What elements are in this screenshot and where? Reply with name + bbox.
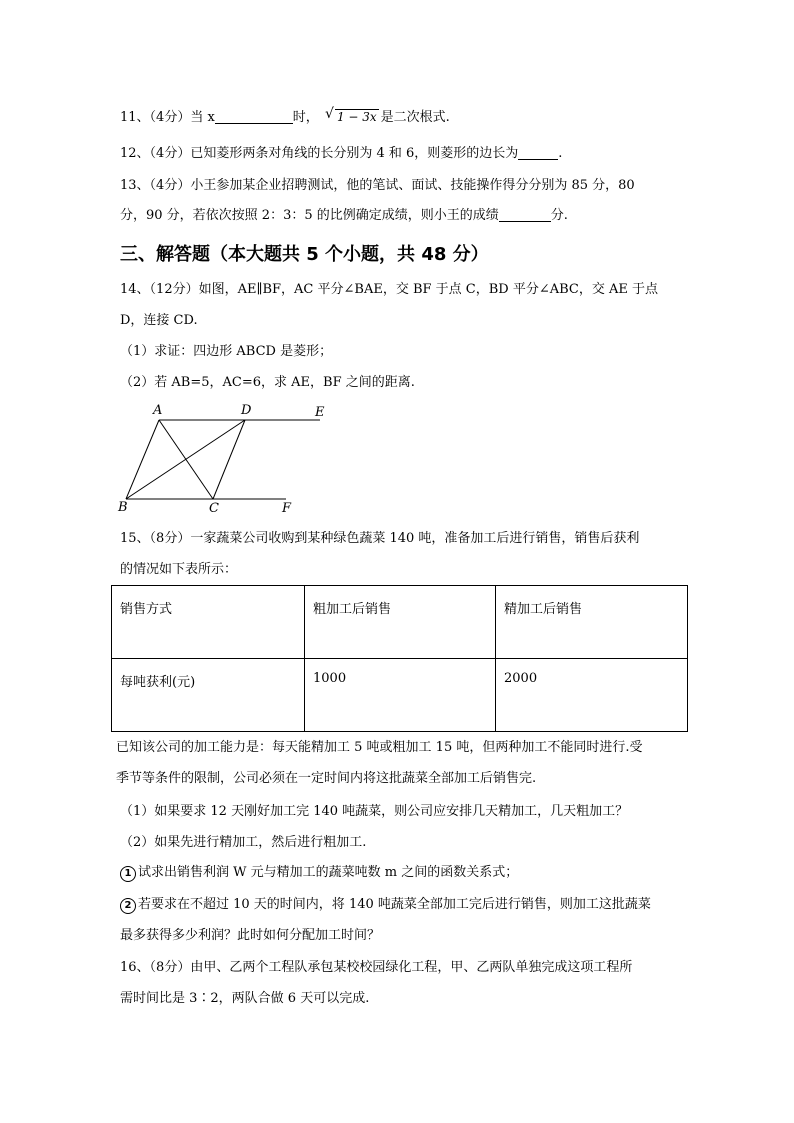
table-cell: 1000 [305,659,496,732]
table-header-cell: 精加工后销售 [496,586,688,659]
label-D: D [241,403,252,418]
question-15-sub-2-line-2: 最多获得多少利润？此时如何分配加工时间？ [120,928,381,943]
question-15-after-1: 已知该公司的加工能力是：每天能精加工 5 吨或粗加工 15 吨，但两种加工不能同时进行.受 [116,740,643,755]
segment-CD [213,420,245,499]
question-15-line-2: 的情况如下表所示： [120,562,238,577]
question-15-after-2: 季节等条件的限制，公司必须在一定时间内将这批蔬菜全部加工后销售完. [116,771,537,786]
sales-table [111,585,688,732]
question-15-sub-1 [120,864,518,882]
question-14-part-2: （2）若 AB=5，AC=6，求 AE，BF 之间的距离. [120,375,415,390]
q12-text: 12、（4分）已知菱形两条对角线的长分别为 4 和 6，则菱形的边长为 [120,146,519,161]
question-11 [120,108,450,127]
table-header-cell: 粗加工后销售 [305,586,496,659]
question-15-part-1: （1）如果要求 12 天刚好加工完 140 吨蔬菜，则公司应安排几天精加工，几天粗加工？ [120,804,629,819]
sub1-text: 试求出销售利润 W 元与精加工的蔬菜吨数 m 之间的函数关系式； [138,865,519,880]
answer-blank [499,207,551,222]
question-16-line-1: 16、（8分）由甲、乙两个工程队承包某校校园绿化工程，甲、乙两队单独完成这项工程所 [120,960,633,975]
circled-number-2: 2 [120,898,136,914]
sqrt-body: 1 − 3x [336,110,377,124]
label-E: E [315,405,325,420]
question-15-line-1: 15、（8分）一家蔬菜公司收购到某种绿色蔬菜 140 吨，准备加工后进行销售，销售后获利 [120,531,640,546]
question-14-part-1: （1）求证：四边形 ABCD 是菱形； [120,344,333,359]
label-F: F [282,501,292,516]
q11-mid: 时， [292,110,319,125]
question-15-sub-2 [120,896,651,914]
question-14-line-2: D，连接 CD. [120,313,198,328]
question-16-line-2: 需时间比是 3∶2，两队合做 6 天可以完成. [120,991,370,1006]
geometry-diagram [110,398,340,518]
label-B: B [118,500,128,515]
circled-number-1: 1 [120,866,136,882]
q13-text: 分，90 分，若依次按照 2：3：5 的比例确定成绩，则小王的成绩 [120,208,499,223]
label-A: A [153,403,163,418]
question-15-part-2: （2）如果先进行精加工，然后进行粗加工. [120,835,367,850]
table-cell: 2000 [496,659,688,732]
sqrt-expression [325,108,379,126]
section-title: 三、解答题（本大题共 5 个小题，共 48 分） [120,244,489,265]
table-row [112,659,688,732]
segment-BD [126,420,245,499]
answer-blank [215,109,293,124]
table-row [112,586,688,659]
question-14-line-1: 14、（12分）如图，AE∥BF，AC 平分∠BAE，交 BF 于点 C，BD 平分∠ABC，交 AE 于点 [120,282,659,297]
rhombus-figure [110,398,340,522]
table-header-cell: 销售方式 [112,586,305,659]
sub2-text: 若要求在不超过 10 天的时间内，将 140 吨蔬菜全部加工完后进行销售，则加工这批蔬菜 [138,897,651,912]
q12-end: . [558,146,563,161]
segment-AB [126,420,159,499]
table-cell: 每吨获利(元) [112,659,305,732]
label-C: C [209,501,219,516]
question-13-line-2 [120,207,568,225]
question-12 [120,145,562,163]
q11-suffix: 是二次根式. [380,110,450,125]
q11-prefix: 11、（4分）当 x [120,110,215,125]
q13-end: 分. [550,208,568,223]
radical-icon: √ [324,106,334,122]
question-13-line-1: 13、（4分）小王参加某企业招聘测试，他的笔试、面试、技能操作得分分别为 85 分，80 [120,178,635,193]
answer-blank [518,145,558,160]
